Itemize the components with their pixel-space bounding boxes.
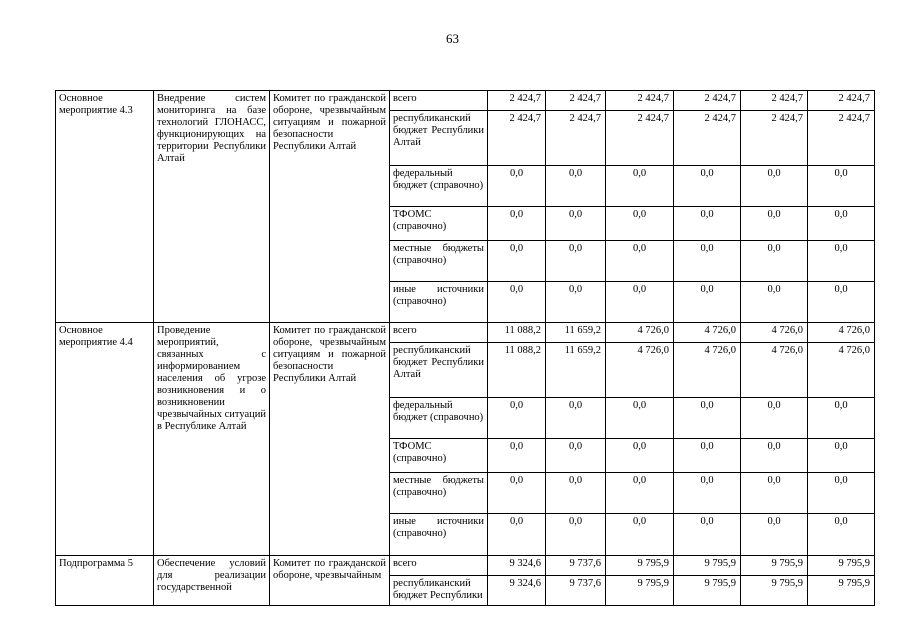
amount-cell: 4 726,0 <box>674 323 741 343</box>
funding-source-cell: всего <box>390 323 488 343</box>
amount-cell: 2 424,7 <box>674 91 741 111</box>
amount-cell: 9 737,6 <box>546 576 606 606</box>
amount-cell: 11 088,2 <box>488 323 546 343</box>
amount-cell: 11 659,2 <box>546 323 606 343</box>
amount-cell: 0,0 <box>546 166 606 207</box>
funding-source-cell: местные бюджеты (справочно) <box>390 241 488 282</box>
amount-cell: 0,0 <box>488 282 546 323</box>
funding-source-cell: местные бюджеты (справочно) <box>390 473 488 514</box>
amount-cell: 9 795,9 <box>674 576 741 606</box>
funding-source-cell: ТФОМС (справочно) <box>390 207 488 241</box>
amount-cell: 2 424,7 <box>488 111 546 166</box>
amount-cell: 0,0 <box>808 207 875 241</box>
amount-cell: 9 795,9 <box>606 556 674 576</box>
table-body <box>56 91 875 606</box>
amount-cell: 0,0 <box>488 473 546 514</box>
amount-cell: 0,0 <box>808 398 875 439</box>
amount-cell: 0,0 <box>741 282 808 323</box>
amount-cell: 0,0 <box>808 439 875 473</box>
page-number: 63 <box>446 31 459 46</box>
funding-source-cell: всего <box>390 91 488 111</box>
amount-cell: 0,0 <box>546 207 606 241</box>
measure-cell: Обеспечение условий для реализации государственной <box>154 556 270 606</box>
program-cell: Основное мероприятие 4.3 <box>56 91 154 323</box>
amount-cell: 0,0 <box>674 207 741 241</box>
amount-cell: 2 424,7 <box>606 91 674 111</box>
funding-source-cell: республиканский бюджет Республики <box>390 576 488 606</box>
funding-source-cell: иные источники (справочно) <box>390 514 488 556</box>
amount-cell: 2 424,7 <box>741 91 808 111</box>
amount-cell: 0,0 <box>741 514 808 556</box>
amount-cell: 0,0 <box>488 207 546 241</box>
amount-cell: 0,0 <box>808 473 875 514</box>
amount-cell: 0,0 <box>488 241 546 282</box>
amount-cell: 2 424,7 <box>546 91 606 111</box>
amount-cell: 0,0 <box>606 398 674 439</box>
amount-cell: 0,0 <box>674 439 741 473</box>
amount-cell: 0,0 <box>546 282 606 323</box>
amount-cell: 4 726,0 <box>808 323 875 343</box>
amount-cell: 2 424,7 <box>674 111 741 166</box>
amount-cell: 2 424,7 <box>808 111 875 166</box>
amount-cell: 0,0 <box>488 166 546 207</box>
program-cell: Подпрограмма 5 <box>56 556 154 606</box>
amount-cell: 0,0 <box>808 166 875 207</box>
funding-source-cell: республиканский бюджет Республики Алтай <box>390 111 488 166</box>
amount-cell: 0,0 <box>808 514 875 556</box>
amount-cell: 0,0 <box>546 398 606 439</box>
amount-cell: 0,0 <box>546 473 606 514</box>
funding-source-cell: федеральный бюджет (справочно) <box>390 398 488 439</box>
amount-cell: 0,0 <box>488 514 546 556</box>
amount-cell: 4 726,0 <box>606 343 674 398</box>
funding-source-cell: федеральный бюджет (справочно) <box>390 166 488 207</box>
amount-cell: 4 726,0 <box>808 343 875 398</box>
program-cell: Основное мероприятие 4.4 <box>56 323 154 556</box>
amount-cell: 0,0 <box>606 514 674 556</box>
amount-cell: 0,0 <box>606 207 674 241</box>
amount-cell: 0,0 <box>674 514 741 556</box>
amount-cell: 0,0 <box>606 241 674 282</box>
funding-source-cell: иные источники (справочно) <box>390 282 488 323</box>
amount-cell: 0,0 <box>606 439 674 473</box>
amount-cell: 0,0 <box>606 473 674 514</box>
amount-cell: 0,0 <box>674 241 741 282</box>
amount-cell: 0,0 <box>741 207 808 241</box>
measure-cell: Внедрение систем мониторинга на базе технологий ГЛОНАСС, функционирующих на территории Республики Алтай <box>154 91 270 323</box>
amount-cell: 0,0 <box>741 473 808 514</box>
amount-cell: 0,0 <box>674 282 741 323</box>
table-row <box>56 91 875 111</box>
amount-cell: 9 795,9 <box>741 556 808 576</box>
executor-cell: Комитет по гражданской обороне, чрезвычайным ситуациям и пожарной безопасности Республики Алтай <box>270 323 390 556</box>
amount-cell: 0,0 <box>674 166 741 207</box>
amount-cell: 0,0 <box>606 282 674 323</box>
amount-cell: 9 324,6 <box>488 576 546 606</box>
amount-cell: 0,0 <box>741 166 808 207</box>
table-row <box>56 323 875 343</box>
amount-cell: 2 424,7 <box>808 91 875 111</box>
amount-cell: 4 726,0 <box>674 343 741 398</box>
amount-cell: 0,0 <box>488 398 546 439</box>
amount-cell: 0,0 <box>741 439 808 473</box>
funding-source-cell: ТФОМС (справочно) <box>390 439 488 473</box>
amount-cell: 2 424,7 <box>488 91 546 111</box>
amount-cell: 4 726,0 <box>741 323 808 343</box>
budget-table <box>55 90 875 606</box>
amount-cell: 11 088,2 <box>488 343 546 398</box>
amount-cell: 0,0 <box>546 514 606 556</box>
amount-cell: 0,0 <box>674 473 741 514</box>
amount-cell: 9 795,9 <box>606 576 674 606</box>
amount-cell: 4 726,0 <box>606 323 674 343</box>
amount-cell: 2 424,7 <box>606 111 674 166</box>
amount-cell: 11 659,2 <box>546 343 606 398</box>
table-row <box>56 556 875 576</box>
amount-cell: 0,0 <box>808 282 875 323</box>
amount-cell: 0,0 <box>606 166 674 207</box>
amount-cell: 2 424,7 <box>546 111 606 166</box>
executor-cell: Комитет по гражданской обороне, чрезвычайным <box>270 556 390 606</box>
amount-cell: 0,0 <box>741 398 808 439</box>
amount-cell: 9 795,9 <box>674 556 741 576</box>
amount-cell: 9 795,9 <box>741 576 808 606</box>
amount-cell: 0,0 <box>741 241 808 282</box>
amount-cell: 0,0 <box>674 398 741 439</box>
funding-source-cell: всего <box>390 556 488 576</box>
amount-cell: 0,0 <box>808 241 875 282</box>
amount-cell: 2 424,7 <box>741 111 808 166</box>
amount-cell: 9 795,9 <box>808 556 875 576</box>
amount-cell: 0,0 <box>546 241 606 282</box>
amount-cell: 0,0 <box>546 439 606 473</box>
measure-cell: Проведение мероприятий, связанных с информированием населения об угрозе возникновения и о возникновении чрезвычайных ситуаций в Республике Алтай <box>154 323 270 556</box>
amount-cell: 9 324,6 <box>488 556 546 576</box>
amount-cell: 0,0 <box>488 439 546 473</box>
amount-cell: 9 737,6 <box>546 556 606 576</box>
amount-cell: 9 795,9 <box>808 576 875 606</box>
executor-cell: Комитет по гражданской обороне, чрезвычайным ситуациям и пожарной безопасности Республики Алтай <box>270 91 390 323</box>
funding-source-cell: республиканский бюджет Республики Алтай <box>390 343 488 398</box>
amount-cell: 4 726,0 <box>741 343 808 398</box>
